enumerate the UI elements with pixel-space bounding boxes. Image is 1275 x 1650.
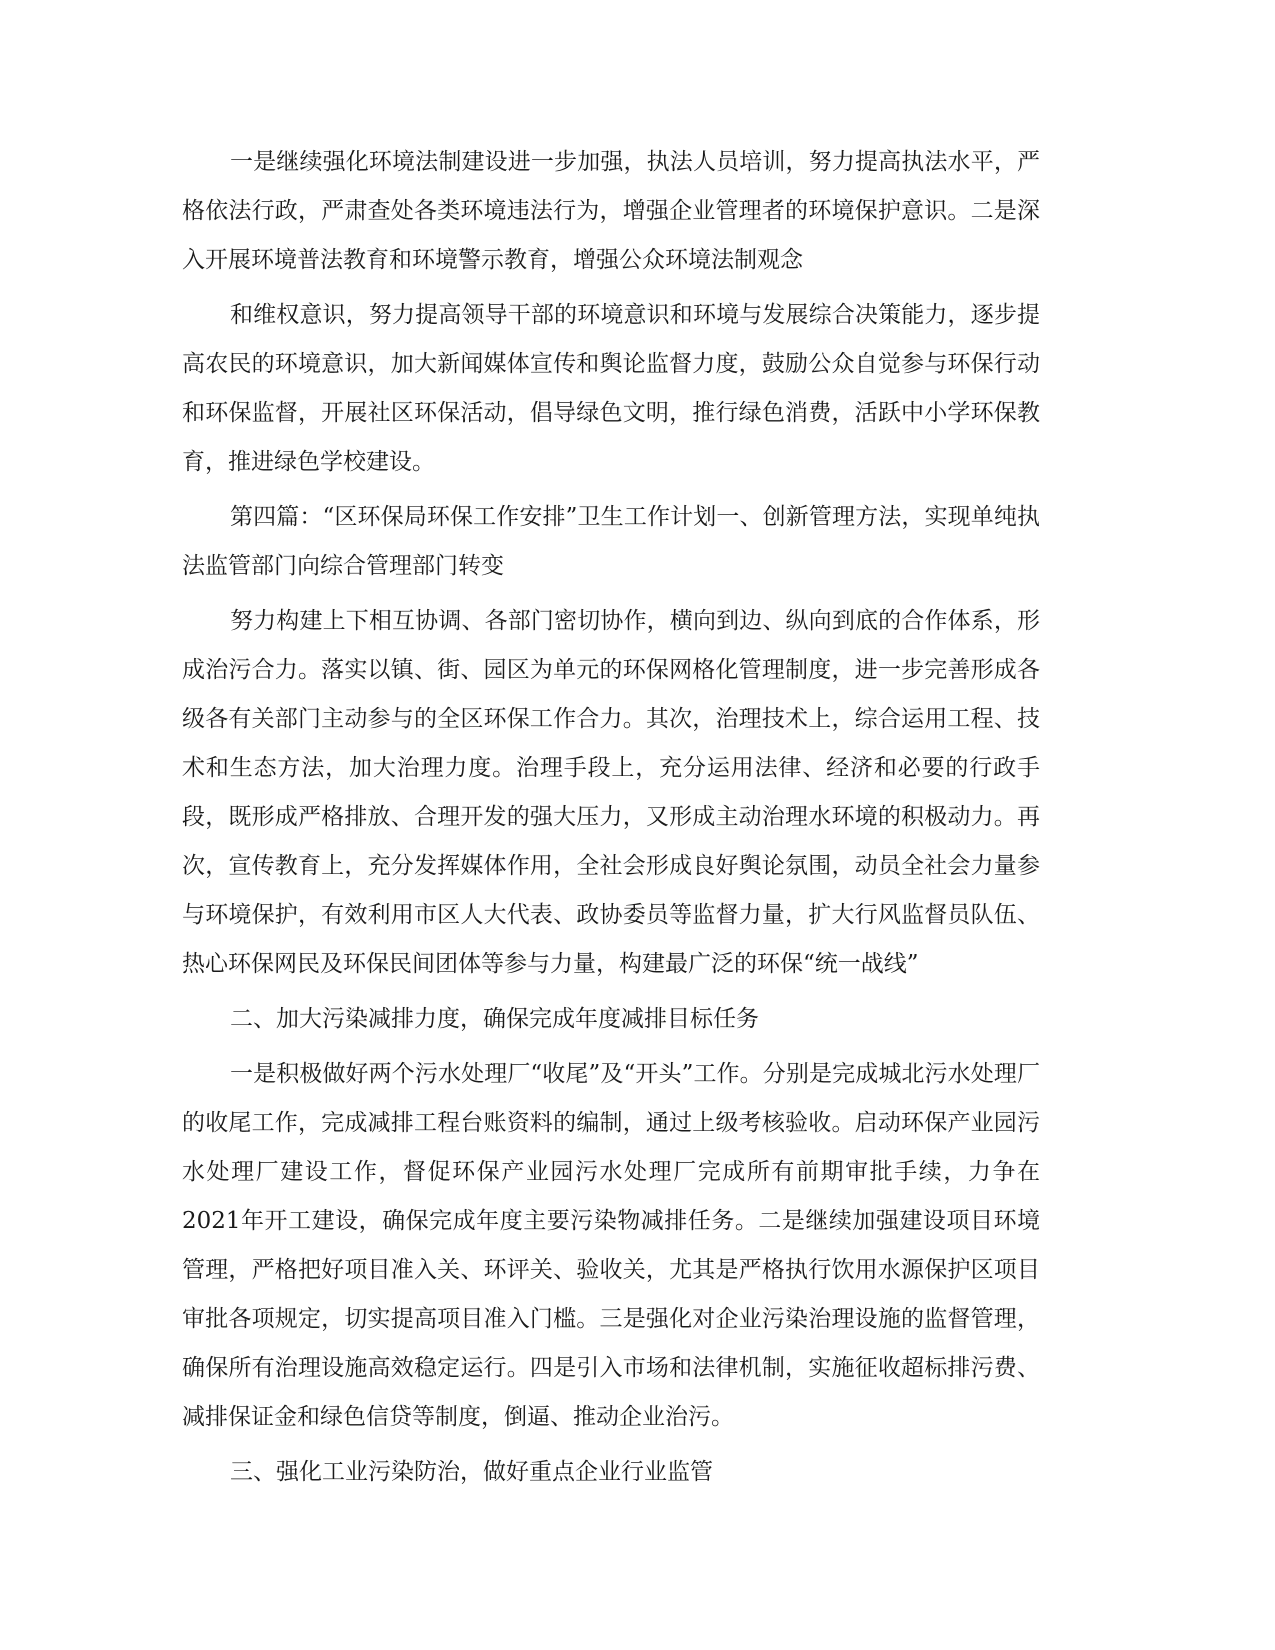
paragraph-rights-awareness: 和维权意识，努力提高领导干部的环境意识和环境与发展综合决策能力，逐步提高农民的环境意识，加大新闻媒体宣传和舆论监督力度，鼓励公众自觉参与环保行动和环保监督，开展社区环保活动，倡导绿色文明，推行绿色消费，活跃中小学环保教育，推进绿色学校建设。: [182, 302, 1040, 475]
heading-industrial-pollution: 三、强化工业污染防治，做好重点企业行业监管: [230, 1459, 713, 1485]
paragraph-sewage-plants: 一是积极做好两个污水处理厂“收尾”及“开头”工作。分别是完成城北污水处理厂的收尾工作，完成减排工程台账资料的编制，通过上级考核验收。启动环保产业园污水处理厂建设工作，督促环保产业园污水处理厂完成所有前期审批手续，力争在2021年开工建设，确保完成年度主要污染物减排任务。二是继续加强建设项目环境管理，严格把好项目准入关、环评关、验收关，尤其是严格执行饮用水源保护区项目审批各项规定，切实提高项目准入门槛。三是强化对企业污染治理设施的监督管理，确保所有治理设施高效稳定运行。四是引入市场和法律机制，实施征收超标排污费、减排保证金和绿色信贷等制度，倒逼、推动企业治污。: [182, 1061, 1040, 1430]
paragraph-cooperation-system: 努力构建上下相互协调、各部门密切协作，横向到边、纵向到底的合作体系，形成治污合力。落实以镇、街、园区为单元的环保网格化管理制度，进一步完善形成各级各有关部门主动参与的全区环保工作合力。其次，治理技术上，综合运用工程、技术和生态方法，加大治理力度。治理手段上，充分运用法律、经济和必要的行政手段，既形成严格排放、合理开发的强大压力，又形成主动治理水环境的积极动力。再次，宣传教育上，充分发挥媒体作用，全社会形成良好舆论氛围，动员全社会力量参与环境保护，有效利用市区人大代表、政协委员等监督力量，扩大行风监督员队伍、热心环保网民及环保民间团体等参与力量，构建最广泛的环保“统一战线”: [182, 608, 1040, 977]
paragraph-environmental-law: 一是继续强化环境法制建设进一步加强，执法人员培训，努力提高执法水平，严格依法行政，严肃查处各类环境违法行为，增强企业管理者的环境保护意识。二是深入开展环境普法教育和环境警示教育，增强公众环境法制观念: [182, 149, 1040, 273]
paragraph-section-four-heading: 第四篇：“区环保局环保工作安排”卫生工作计划一、创新管理方法，实现单纯执法监管部门向综合管理部门转变: [182, 504, 1040, 579]
heading-emission-reduction: 二、加大污染减排力度，确保完成年度减排目标任务: [230, 1006, 759, 1032]
document-page: [182, 138, 1040, 1497]
